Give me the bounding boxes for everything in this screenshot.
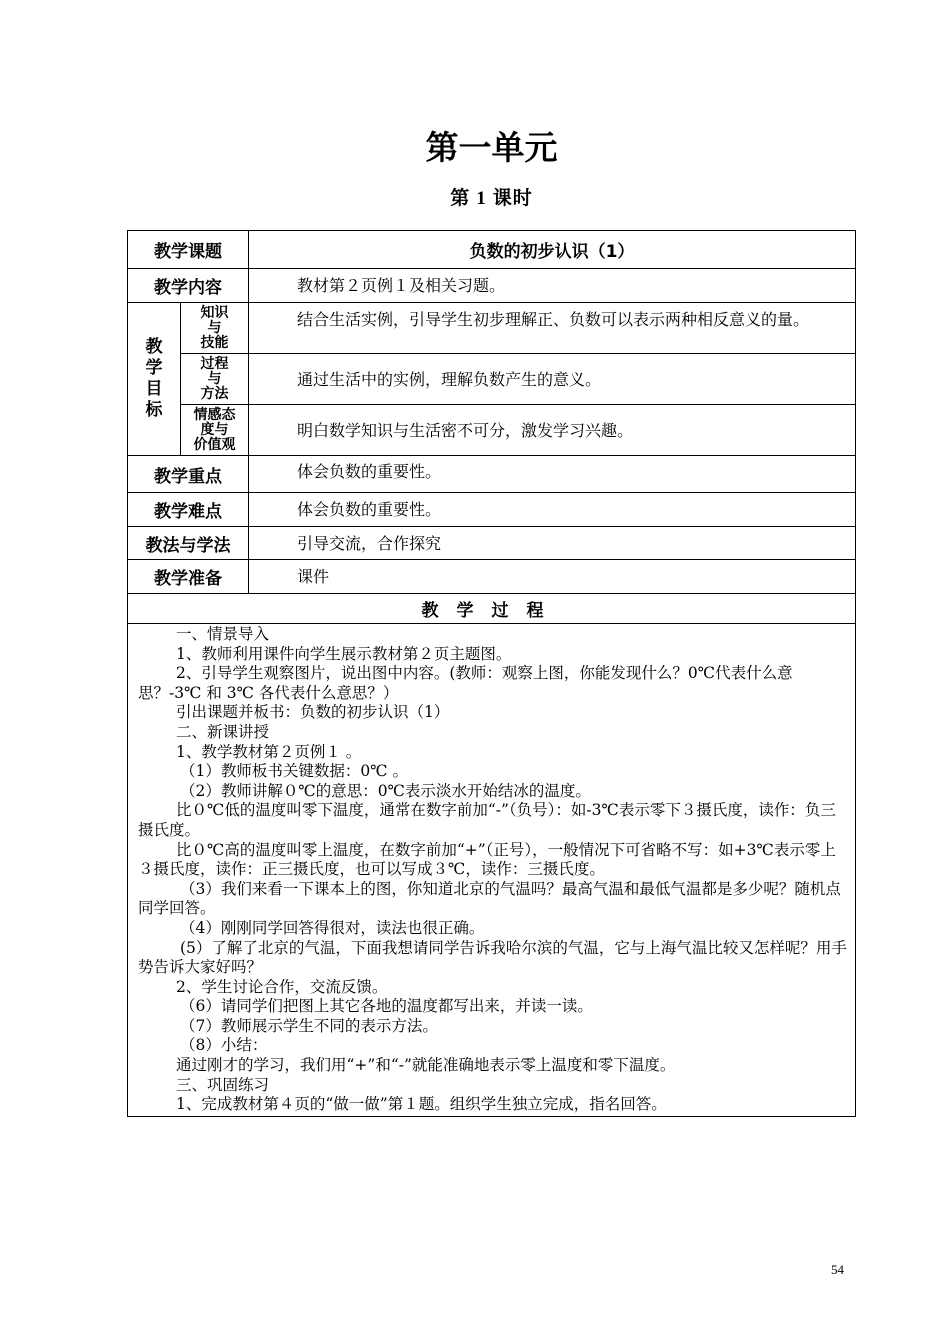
goals-label-char: 学 — [145, 358, 163, 378]
goal-knowledge-text: 结合生活实例，引导学生初步理解正、负数可以表示两种相反意义的量。 — [297, 310, 810, 329]
process-line: （8）小结： — [180, 1036, 268, 1055]
topic-label: 教学课题 — [128, 231, 249, 269]
process-line: 二、新课讲授 — [176, 722, 270, 741]
goals-label-char: 目 — [145, 379, 163, 399]
goal-process-cell — [249, 354, 856, 405]
lesson-num: 1 — [476, 188, 487, 209]
sublabel-line: 度与 — [200, 421, 229, 438]
row-prep — [128, 560, 856, 594]
process-line: 通过刚才的学习，我们用“+”和“-”就能准确地表示零上温度和零下温度。 — [176, 1056, 676, 1075]
row-difficult — [128, 493, 856, 527]
goal-emotion-text: 明白数学知识与生活密不可分，激发学习兴趣。 — [297, 420, 634, 440]
row-method — [128, 527, 856, 560]
difficult-cell — [249, 493, 856, 527]
process-title: 教学过程 — [128, 594, 856, 624]
prep-cell — [249, 560, 856, 594]
content-label: 教学内容 — [128, 269, 249, 303]
process-body — [128, 624, 856, 1117]
method-cell — [249, 527, 856, 560]
key-value: 体会负数的重要性。 — [297, 462, 442, 481]
sublabel-line: 方法 — [200, 385, 229, 402]
process-line: 2、学生讨论合作，交流反馈。 — [176, 977, 388, 996]
page-number: 54 — [831, 1262, 844, 1277]
row-process-body — [128, 624, 856, 1117]
prep-label: 教学准备 — [128, 560, 249, 594]
sublabel-line: 与 — [207, 370, 222, 387]
method-label: 教法与学法 — [128, 527, 249, 560]
content-cell — [249, 269, 856, 303]
topic-value: 负数的初步认识（1） — [249, 231, 856, 269]
process-line: (5）了解了北京的气温，下面我想请同学告诉我哈尔滨的气温，它与上海气温比较又怎样呢？用手势告诉大家好吗？ — [138, 938, 847, 977]
sublabel-line: 知识 — [200, 304, 229, 321]
process-line: （6）请同学们把图上其它各地的温度都写出来，并读一读。 — [180, 997, 593, 1016]
process-line: 比０℃低的温度叫零下温度，通常在数字前加“-”（负号）：如-3℃表示零下３摄氏度，读作：负三摄氏度。 — [138, 801, 836, 839]
process-line: （7）教师展示学生不同的表示方法。 — [180, 1016, 438, 1035]
row-process-title — [128, 594, 856, 624]
sublabel-line: 价值观 — [193, 436, 236, 453]
row-goal-process — [128, 354, 856, 405]
goal-knowledge-cell — [249, 303, 856, 354]
key-label: 教学重点 — [128, 456, 249, 493]
row-topic — [128, 231, 856, 269]
process-line: 1、教学教材第２页例１ 。 — [176, 742, 362, 761]
lesson-number — [0, 183, 950, 210]
process-line: 三、巩固练习 — [176, 1075, 270, 1094]
prep-value: 课件 — [297, 567, 330, 586]
goal-process-label — [181, 354, 249, 405]
process-line: 1、完成教材第４页的“做一做”第１题。组织学生独立完成，指名回答。 — [176, 1095, 667, 1114]
process-line: 引出课题并板书：负数的初步认识（1） — [176, 703, 450, 722]
sublabel-line: 过程 — [200, 355, 229, 372]
process-line: 比０℃高的温度叫零上温度，在数字前加“+”（正号），一般情况下可省略不写：如+3℃表示零上３摄氏度，读作：正三摄氏度，也可以写成３℃，读作：三摄氏度。 — [138, 840, 836, 879]
process-line: （3）我们来看一下课本上的图，你知道北京的气温吗？最高气温和最低气温都是多少呢？随机点同学回答。 — [138, 879, 841, 918]
method-value: 引导交流，合作探究 — [297, 533, 442, 553]
content-value: 教材第２页例１及相关习题。 — [297, 276, 506, 295]
goal-emotion-cell — [249, 405, 856, 456]
process-line: （1）教师板书关键数据：0℃ 。 — [180, 762, 408, 781]
goals-label-char: 教 — [145, 337, 163, 357]
lesson-suffix: 课时 — [492, 187, 533, 209]
process-line: 1、教师利用课件向学生展示教材第２页主题图。 — [176, 644, 512, 663]
row-key — [128, 456, 856, 493]
difficult-value: 体会负数的重要性。 — [297, 500, 442, 519]
lesson-prefix: 第 — [450, 187, 471, 209]
key-cell — [249, 456, 856, 493]
sublabel-line: 技能 — [200, 334, 229, 351]
goal-process-text: 通过生活中的实例，理解负数产生的意义。 — [297, 369, 602, 389]
goal-knowledge-label — [181, 303, 249, 354]
goals-label — [128, 303, 181, 456]
row-goal-emotion — [128, 405, 856, 456]
sublabel-line: 情感态 — [193, 406, 236, 423]
process-line: 2、引导学生观察图片，说出图中内容。(教师：观察上图，你能发现什么？0℃代表什么意思？-3℃ 和 3℃ 各代表什么意思？） — [138, 664, 793, 702]
lesson-plan-table — [127, 230, 856, 1117]
goal-emotion-label — [181, 405, 249, 456]
goals-label-char: 标 — [145, 400, 163, 420]
row-goal-knowledge — [128, 303, 856, 354]
process-line: （2）教师讲解０℃的意思：0℃表示淡水开始结冰的温度。 — [180, 781, 591, 800]
difficult-label: 教学难点 — [128, 493, 249, 527]
sublabel-line: 与 — [207, 319, 222, 336]
page-title: 第一单元 — [425, 128, 558, 167]
process-line: 一、情景导入 — [176, 625, 270, 643]
process-line: （4）刚刚同学回答得很对，读法也很正确。 — [180, 918, 485, 937]
row-content — [128, 269, 856, 303]
